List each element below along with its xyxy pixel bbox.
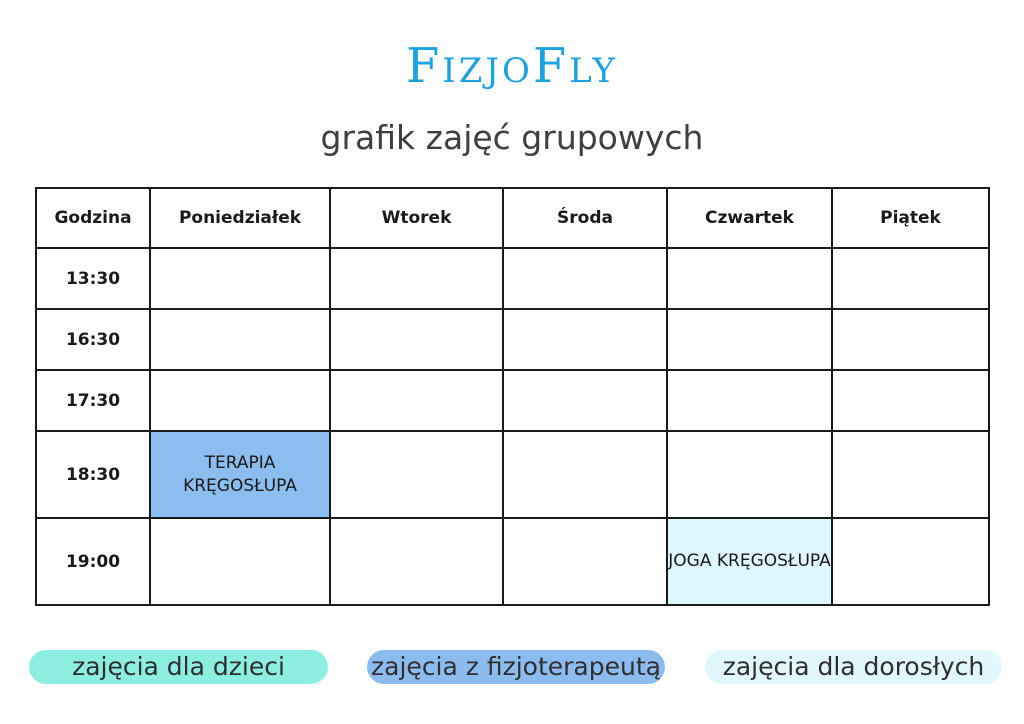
schedule-cell — [503, 431, 667, 518]
column-header: Godzina — [36, 188, 150, 248]
schedule-cell — [503, 309, 667, 370]
schedule-cell — [503, 370, 667, 431]
schedule-cell — [667, 370, 832, 431]
schedule-cell — [503, 248, 667, 309]
schedule-cell — [667, 309, 832, 370]
table-row — [36, 518, 989, 605]
column-header: Środa — [503, 188, 667, 248]
column-header: Piątek — [832, 188, 989, 248]
schedule-cell — [832, 248, 989, 309]
column-header: Poniedziałek — [150, 188, 330, 248]
table-row — [36, 309, 989, 370]
time-cell: 19:00 — [36, 518, 150, 605]
header-row — [36, 188, 989, 248]
table-row — [36, 248, 989, 309]
schedule-cell — [832, 431, 989, 518]
class-cell-spine-yoga: JOGA KRĘGOSŁUPA — [667, 518, 832, 605]
schedule-cell — [503, 518, 667, 605]
legend-kids-classes: zajęcia dla dzieci — [29, 650, 328, 684]
legend-adult-classes: zajęcia dla dorosłych — [705, 650, 1002, 684]
schedule-cell — [330, 518, 503, 605]
legend-physio-classes: zajęcia z fizjoterapeutą — [367, 650, 665, 684]
page-subtitle: grafik zajęć grupowych — [320, 118, 704, 157]
schedule-cell — [150, 518, 330, 605]
table-row — [36, 431, 989, 518]
schedule-cell — [832, 309, 989, 370]
schedule-cell — [832, 518, 989, 605]
schedule-cell — [150, 309, 330, 370]
time-cell: 13:30 — [36, 248, 150, 309]
time-cell: 16:30 — [36, 309, 150, 370]
schedule-cell — [330, 248, 503, 309]
schedule-cell — [330, 370, 503, 431]
schedule-cell — [667, 248, 832, 309]
schedule-cell — [150, 370, 330, 431]
schedule-cell — [330, 431, 503, 518]
column-header: Czwartek — [667, 188, 832, 248]
column-header: Wtorek — [330, 188, 503, 248]
schedule-cell — [330, 309, 503, 370]
table-row — [36, 370, 989, 431]
schedule-cell — [832, 370, 989, 431]
class-cell-spine-therapy: TERAPIA KRĘGOSŁUPA — [150, 431, 330, 518]
schedule-table — [35, 187, 990, 606]
logo: FizjoFly — [405, 38, 619, 94]
schedule-cell — [150, 248, 330, 309]
schedule-cell — [667, 431, 832, 518]
time-cell: 17:30 — [36, 370, 150, 431]
time-cell: 18:30 — [36, 431, 150, 518]
